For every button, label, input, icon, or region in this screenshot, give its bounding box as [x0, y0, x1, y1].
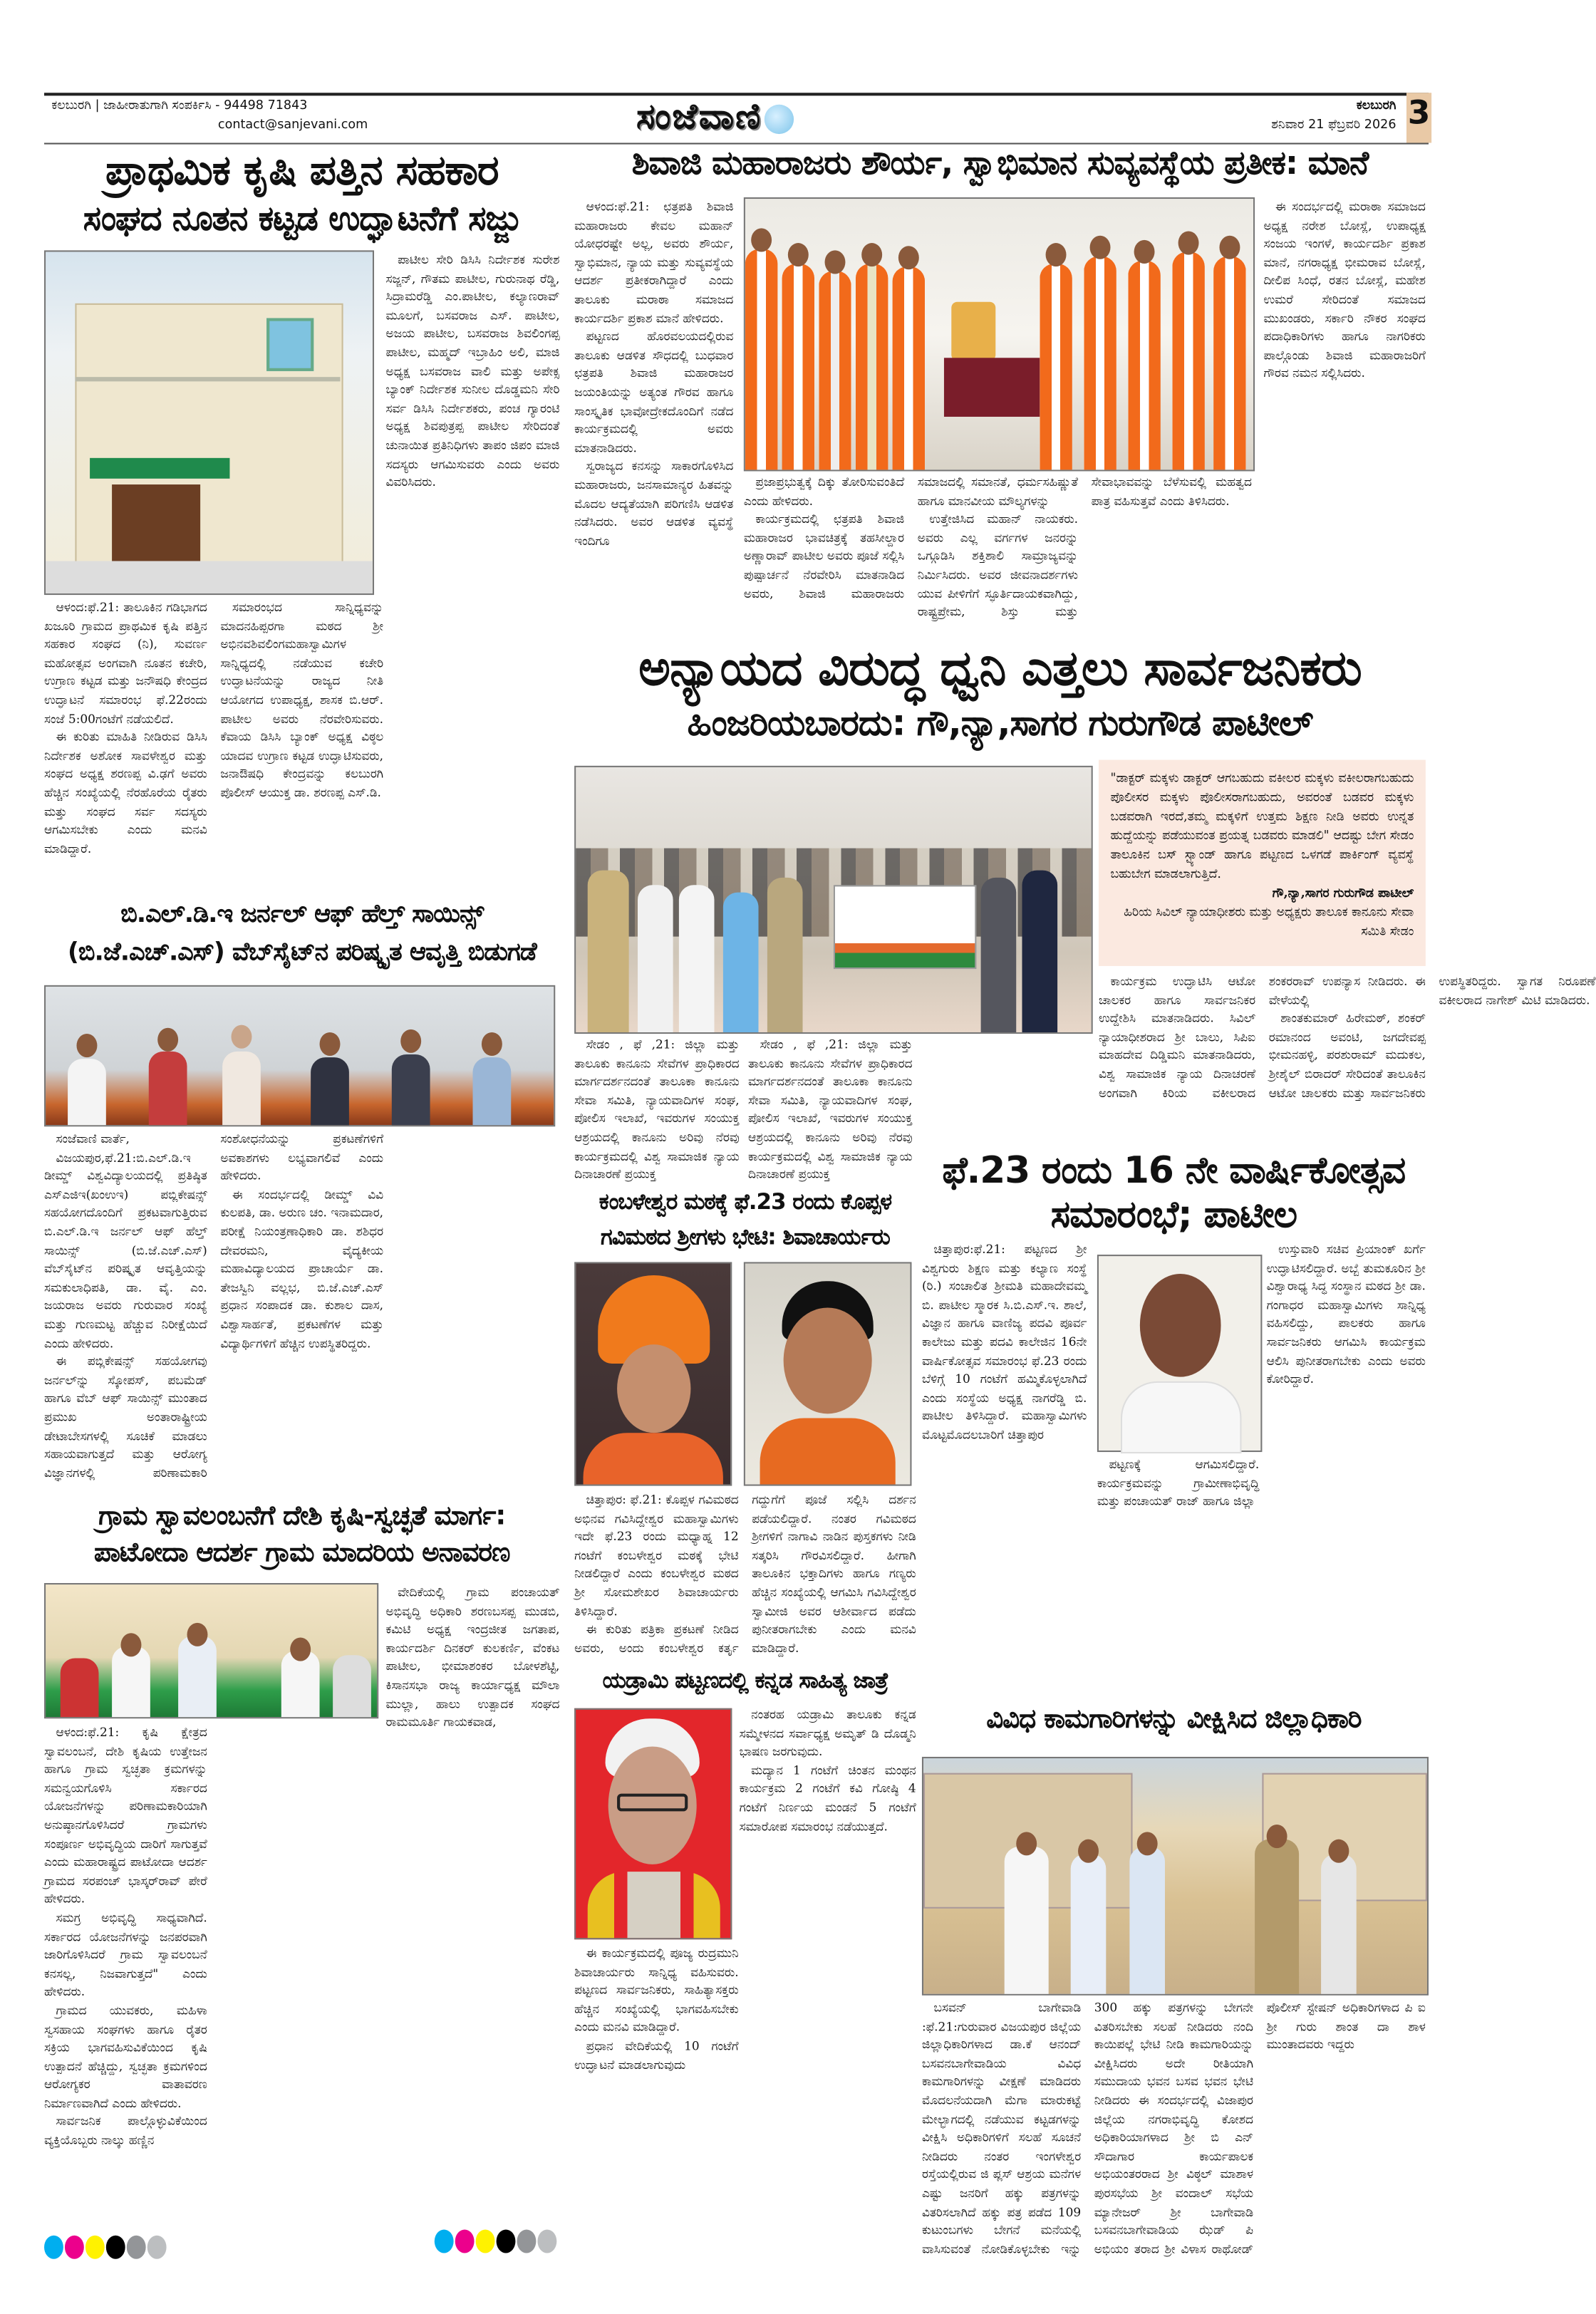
pacs-side-text: ಪಾಟೀಲ ಸೇರಿ ಡಿಸಿಸಿ ನಿರ್ದೇಶಕ ಸುರೇಶ ಸಜ್ಜನ್, ಗೌತಮ ಪಾಟೀಲ, ಗುರುನಾಥ ರೆಡ್ಡಿ, ಸಿದ್ರಾಮರೆಡ್ಡಿ ಎಂ.ಪಾಟೀಲ, ಕಲ್ಯಾಣರಾವ್ ಮೂಲಗೆ, ಬಸವರಾಜ ಎಸ್. ಪಾಟೀಲ, ಅಜಯ ಪಾಟೀಲ, ಬಸವರಾಜ ಶಿವಲಿಂಗಪ್ಪ ಪಾಟೀಲ, ಮಹ್ಮದ್ ಇಬ್ರಾಹಿಂ ಅಲಿ, ಮಾಜಿ ಅಧ್ಯಕ್ಷ ಬಸವರಾಜ ವಾಲಿ ಮತ್ತು ಅಪೇಕ್ಸ ಬ್ಯಾಂಕ್ ನಿರ್ದೇಶಕ ಸುನೀಲ ದೊಡ್ಡಮನಿ ಸೇರಿ ಸರ್ವ ಡಿಸಿಸಿ ನಿರ್ದೇಶಕರು, ಪಂಚ ಗ್ಯಾರಂಟಿ ಅಧ್ಯಕ್ಷ ಶಿವಪುತ್ರಪ್ಪ ಪಾಟೀಲ ಸೇರಿದಂತೆ ಚುನಾಯಿತ ಪ್ರತಿನಿಧಿಗಳು ತಾಪಂ ಜಿಪಂ ಮಾಜಿ ಸದಸ್ಯರು ಆಗಮಿಸುವರು ಎಂದು ಅವರು ವಿವರಿಸಿದರು.: [385, 251, 560, 489]
anniversary-left-text: ಚಿತ್ತಾಪುರ:ಫೆ.21: ಪಟ್ಟಣದ ಶ್ರೀ ವಿಶ್ವಗುರು ಶಿಕ್ಷಣ ಮತ್ತು ಕಲ್ಯಾಣ ಸಂಸ್ಥೆ (ರಿ.) ಸಂಚಾಲಿತ ಶ್ರೀಮತಿ ಮಹಾದೇವಮ್ಮ ಬಿ. ಪಾಟೀಲ ಸ್ಮಾರಕ ಸಿ.ಬಿ.ಎಸ್.ಇ. ಶಾಲೆ, ವಿಜ್ಞಾನ ಹಾಗೂ ವಾಣಿಜ್ಯ ಪದವಿ ಪೂರ್ವ ಕಾಲೇಜು ಮತ್ತು ಪದವಿ ಕಾಲೇಜಿನ 16ನೇ ವಾರ್ಷಿಕೋತ್ಸವ ಸಮಾರಂಭ ಫೆ.23 ರಂದು ಬೆಳಿಗ್ಗೆ 10 ಗಂಟೆಗೆ ಹಮ್ಮಿಕೊಳ್ಳಲಾಗಿದೆ ಎಂದು ಸಂಸ್ಥೆಯ ಅಧ್ಯಕ್ಷ ನಾಗರೆಡ್ಡಿ ಬಿ. ಪಾಟೀಲ ತಿಳಿಸಿದ್ದಾರೆ. ಮಹಾಸ್ವಾಮಿಗಳು ಮೊಟ್ಟಮೊದಲಬಾರಿಗೆ ಚಿತ್ತಾಪುರ: [921, 1241, 1087, 1442]
anyaya-rally-photo: [574, 766, 1093, 1034]
yadrami-president-portrait: [574, 1708, 732, 1940]
black-dot: [497, 2229, 516, 2253]
yadrami-side-text: ನಂತರಹ ಯಡ್ರಾಮಿ ತಾಲೂಕು ಕನ್ನಡ ಸಮ್ಮೇಳನದ ಸರ್ವಾಧ್ಯಕ್ಷ ಅಮೃತ್ ಡಿ ದೊಡ್ಮನಿ ಭಾಷಣ ಜರಗುವುದು. ಮದ್ಯಾನ 1 ಗಂಟೆಗೆ ಚಿಂತನ ಮಂಥನ ಕಾರ್ಯಕ್ರಮ 2 ಗಂಟೆಗೆ ಕವಿ ಗೋಷ್ಠಿ 4 ಗಂಟೆಗೆ ನಿರ್ಣಯ ಮಂಡನೆ 5 ಗಂಟೆಗೆ ಸಮಾರೋಪ ಸಮಾರಂಭ ನಡೆಯುತ್ತದೆ.: [739, 1706, 916, 1833]
color-registration-marks-left: [44, 2236, 168, 2265]
anyaya-headline-1: ಅನ್ಯಾಯದ ವಿರುದ್ಧ ಧ್ವನಿ ಎತ್ತಲು ಸಾರ್ವಜನಿಕರು: [638, 639, 1362, 697]
quote-author: ಗೌ,ನ್ಯಾ,ಸಾಗರ ಗುರುಗೌಡ ಪಾಟೀಲ್: [1272, 885, 1414, 900]
swamiji-portrait-2: [744, 1262, 912, 1485]
glasses: [617, 1794, 688, 1812]
yadrami-body: ಈ ಕಾರ್ಯಕ್ರಮದಲ್ಲಿ ಪೂಜ್ಯ ರುದ್ರಮುನಿ ಶಿವಾಚಾರ್ಯರು ಸಾನ್ನಿಧ್ಯ ವಹಿಸುವರು. ಪಟ್ಟಣದ ಸಾರ್ವಜನಿಕರು, ಸಾಹಿತ್ಯಾಸಕ್ತರು ಹೆಚ್ಚಿನ ಸಂಖ್ಯೆಯಲ್ಲಿ ಭಾಗವಹಿಸಬೇಕು ಎಂದು ಮನವಿ ಮಾಡಿದ್ದಾರೆ. ಪ್ರಧಾನ ವೇದಿಕೆಯಲ್ಲಿ 10 ಗಂಟೆಗೆ ಉದ್ಘಾಟನೆ ಮಾಡಲಾಗುವುದು: [574, 1945, 739, 2072]
anniversary-headline-2: ಸಮಾರಂಭೆ; ಪಾಟೀಲ: [1050, 1193, 1297, 1236]
blde-headline-2: (ಬಿ.ಜೆ.ಎಚ್.ಎಸ್) ವೆಬ್‌ಸೈಟ್‌ನ ಪರಿಷ್ಕೃತ ಆವೃತ್ತಿ ಬಿಡುಗಡೆ: [67, 938, 537, 968]
gray-dot: [127, 2236, 146, 2259]
masthead-city: ಕಲಬುರಗಿ: [1356, 98, 1396, 114]
yellow-dot: [476, 2229, 495, 2253]
blde-body: ಸಂಜೆವಾಣಿ ವಾರ್ತೆ, ವಿಜಯಪುರ,ಫೆ.21:ಬಿ.ಎಲ್.ಡಿ.ಇ ಡೀಮ್ಡ್ ವಿಶ್ವವಿದ್ಯಾಲಯದಲ್ಲಿ ಪ್ರತಿಷ್ಠಿತ ಎಸ್‌ಎಜಿಇ(ಖಂಉಇ) ಪಬ್ಲಿಕೇಷನ್ಸ್ ಸಹಯೋಗದೊಂದಿಗೆ ಪ್ರಕಟವಾಗುತ್ತಿರುವ ಬಿ.ಎಲ್.ಡಿ.ಇ ಜರ್ನಲ್ ಆಫ್ ಹೆಲ್ತ್ ಸಾಯಿನ್ಸ್ (ಬಿ.ಜೆ.ಎಚ್.ಎಸ್) ವೆಬ್‌ಸೈಟ್‌ನ ಪರಿಷ್ಕೃತ ಆವೃತ್ತಿಯನ್ನು ಸಮಕುಲಾಧಿಪತಿ, ಡಾ. ವೈ. ಎಂ. ಜಯರಾಜ ಅವರು ಗುರುವಾರ ಸಂಖ್ಯೆ ಮತ್ತು ಗುಣಮಟ್ಟ ಹೆಚ್ಚುವ ನಿರೀಕ್ಷೆಯಿದೆ ಎಂದು ಹೇಳಿದರು. ಈ ಪಬ್ಲಿಕೇಷನ್ಸ್ ಸಹಯೋಗವು ಜರ್ನಲ್‌ನ್ನು ಸ್ಕೋಪಸ್, ಪಬಮೆಡ್ ಹಾಗೂ ವೆಬ್ ಆಫ್ ಸಾಯಿನ್ಸ್ ಮುಂತಾದ ಪ್ರಮುಖ ಅಂತಾರಾಷ್ಟ್ರೀಯ ಡೇಟಾಬೇಸಗಳಲ್ಲಿ ಸೂಚಿಕೆ ಮಾಡಲು ಸಹಾಯವಾಗುತ್ತದೆ ಮತ್ತು ಆರೋಗ್ಯ ವಿಜ್ಞಾನಗಳಲ್ಲಿ ಪರಿಣಾಮಕಾರಿ ಸಂಶೋಧನೆಯನ್ನು ಪ್ರಕಟಣೆಗಳಿಗೆ ಅವಕಾಶಗಳು ಲಭ್ಯವಾಗಲಿವೆ ಎಂದು ಹೇಳಿದರು. ಈ ಸಂದರ್ಭದಲ್ಲಿ ಡೀಮ್ಡ್ ವಿವಿ ಕುಲಪತಿ, ಡಾ. ಅರುಣ ಚಂ. ಇನಾಮದಾರ, ಪರೀಕ್ಷೆ ನಿಯಂತ್ರಣಾಧಿಕಾರಿ ಡಾ. ಶಶಿಧರ ದೇವರಮನಿ, ವೈದ್ಯಕೀಯ ಮಹಾವಿದ್ಯಾಲಯದ ಪ್ರಾಚಾರ್ಯೆ ಡಾ. ತೇಜಸ್ವಿನಿ ವಲ್ಲಭ, ಬಿ.ಜೆ.ಎಚ್.ಎಸ್ ಪ್ರಧಾನ ಸಂಪಾದಕ ಡಾ. ಕುಶಾಲ ದಾಸ, ವಿಶ್ವಾಸಾರ್ಹತೆ, ಪ್ರಕಟಣೆಗಳ ಮತ್ತು ವಿದ್ಯಾರ್ಥಿಗಳಿಗೆ ಹೆಚ್ಚಿನ ಉಪಸ್ಥಿತರಿದ್ದರು.: [44, 1131, 384, 1480]
globe-icon: [765, 104, 794, 133]
masthead-ad-contact: ಕಲಬುರಗಿ | ಜಾಹೀರಾತುಗಾಗಿ ಸಂಪರ್ಕಿಸಿ - 94498 71843: [51, 98, 308, 114]
shivaji-jayanti-photo: [744, 197, 1255, 471]
kambaleshwar-body: ಚಿತ್ತಾಪುರ: ಫೆ.21: ಕೊಪ್ಪಳ ಗವಿಮಠದ ಅಭಿನವ ಗವಿಸಿದ್ದೇಶ್ವರ ಮಹಾಸ್ವಾಮಿಗಳು ಇದೇ ಫೆ.23 ರಂದು ಮಧ್ಯಾಹ್ನ 12 ಗಂಟೆಗೆ ಕಂಬಳೇಶ್ವರ ಮಠಕ್ಕೆ ಭೇಟಿ ನೀಡಲಿದ್ದಾರೆ ಎಂದು ಕಂಬಳೇಶ್ವರ ಮಠದ ಶ್ರೀ ಸೋಮಶೇಖರ ಶಿವಾಚಾರ್ಯರು ತಿಳಿಸಿದ್ದಾರೆ. ಈ ಕುರಿತು ಪತ್ರಿಕಾ ಪ್ರಕಟಣೆ ನೀಡಿದ ಅವರು, ಅಂದು ಕಂಬಳೇಶ್ವರ ಕರ್ತೃ ಗದ್ದುಗೆಗೆ ಪೂಜೆ ಸಲ್ಲಿಸಿ ದರ್ಶನ ಪಡೆಯಲಿದ್ದಾರೆ. ನಂತರ ಗವಿಮಠದ ಶ್ರೀಗಳಿಗೆ ನಾಗಾವಿ ನಾಡಿನ ಪುಸ್ತಕಗಳು ನೀಡಿ ಸತ್ಕರಿಸಿ ಗೌರವಿಸಲಿದ್ದಾರೆ. ಹೀಗಾಗಿ ತಾಲೂಕಿನ ಭಕ್ತಾದಿಗಳು ಹಾಗೂ ಗಣ್ಯರು ಹೆಚ್ಚಿನ ಸಂಖ್ಯೆಯಲ್ಲಿ ಆಗಮಿಸಿ ಗವಿಸಿದ್ದೇಶ್ವರ ಸ್ವಾಮೀಜಿ ಅವರ ಆಶೀರ್ವಾದ ಪಡೆದು ಪುನೀತರಾಗಬೇಕು ಎಂದು ಮನವಿ ಮಾಡಿದ್ದಾರೆ.: [574, 1491, 916, 1655]
masthead-bottom-rule: [44, 142, 1429, 144]
patil-portrait: [1097, 1255, 1263, 1452]
grama-headline-1: ಗ್ರಾಮ ಸ್ವಾವಲಂಬನೆಗೆ ದೇಶಿ ಕೃಷಿ-ಸ್ವಚ್ಛತೆ ಮಾರ್ಗ:: [98, 1500, 506, 1532]
pacs-body: ಆಳಂದ:ಫೆ.21: ತಾಲೂಕಿನ ಗಡಿಭಾಗದ ಖಜೂರಿ ಗ್ರಾಮದ ಪ್ರಾಥಮಿಕ ಕೃಷಿ ಪತ್ತಿನ ಸಹಕಾರ ಸಂಘದ (ನಿ), ಸುವರ್ಣ ಮಹೋತ್ಸವ ಅಂಗವಾಗಿ ನೂತನ ಕಚೇರಿ, ಉಗ್ರಾಣ ಕಟ್ಟಡ ಮತ್ತು ಜನೌಷಧಿ ಕೇಂದ್ರದ ಉದ್ಘಾಟನೆ ಸಮಾರಂಭ ಫೆ.22ರಂದು ಸಂಜೆ 5:00ಗಂಟೆಗೆ ನಡೆಯಲಿದೆ. ಈ ಕುರಿತು ಮಾಹಿತಿ ನೀಡಿರುವ ಡಿಸಿಸಿ ನಿರ್ದೇಶಕ ಅಶೋಕ ಸಾವಳೇಶ್ವರ ಮತ್ತು ಸಂಘದ ಅಧ್ಯಕ್ಷ ಶರಣಪ್ಪ ವಿ.ಢಗೆ ಅವರು ಹೆಚ್ಚಿನ ಸಂಖ್ಯೆಯಲ್ಲಿ ನೆರಹೊರೆಯ ರೈತರು ಮತ್ತು ಸಂಘದ ಸರ್ವ ಸದಸ್ಯರು ಆಗಮಿಸಬೇಕು ಎಂದು ಮನವಿ ಮಾಡಿದ್ದಾರೆ. ಸಮಾರಂಭದ ಸಾನ್ನಿಧ್ಯವನ್ನು ಮಾದನಹಿಪ್ಪರಗಾ ಮಠದ ಶ್ರೀ ಅಭಿನವಶಿವಲಿಂಗಮಹಾಸ್ವಾಮಿಗಳ ಸಾನ್ನಿಧ್ಯದಲ್ಲಿ ನಡೆಯುವ ಕಚೇರಿ ಉದ್ಘಾಟನೆಯನ್ನು ರಾಜ್ಯದ ನೀತಿ ಆಯೋಗದ ಉಪಾಧ್ಯಕ್ಷ, ಶಾಸಕ ಬಿ.ಆರ್. ಪಾಟೀಲ ಅವರು ನೆರವೇರಿಸುವರು. ಕೆವಾಯ ಡಿಸಿಸಿ ಬ್ಯಾಂಕ್ ಅಧ್ಯಕ್ಷ ವಿಠ್ಠಲ ಯಾದವ ಉಗ್ರಾಣ ಕಟ್ಟಡ ಉದ್ಘಾಟಿಸುವರು, ಜನಾಔಷಧಿ ಕೇಂದ್ರವನ್ನು ಕಲಬುರಗಿ ಪೊಲೀಸ್ ಆಯುಕ್ತ ಡಾ. ಶರಣಪ್ಪ ಎಸ್.ಡಿ.: [44, 599, 384, 856]
portrait-garland: [951, 302, 995, 361]
anyaya-quote-box: [1099, 760, 1426, 966]
pacs-headline-1: ಪ್ರಾಥಮಿಕ ಕೃಷಿ ಪತ್ತಿನ ಸಹಕಾರ: [105, 145, 499, 194]
quote-text: "ಡಾಕ್ಟರ್ ಮಕ್ಕಳು ಡಾಕ್ಟರ್ ಆಗಬಹುದು ವಕೀಲರ ಮಕ್ಕಳು ವಕೀಲರಾಗಬಹುದು ಪೊಲೀಸರ ಮಕ್ಕಳು ಪೊಲೀಸರಾಗಬಹುದು, ಅವರಂತೆ ಬಡವರ ಮಕ್ಕಳು ಬಡವರಾಗಿ ಇರದೆ,ತಮ್ಮ ಮಕ್ಕಳಿಗೆ ಉತ್ತಮ ಶಿಕ್ಷಣ ನೀಡಿ ಅವರು ಉನ್ನತ ಹುದ್ದೆಯನ್ನು ಪಡೆಯುವಂತ ಪ್ರಯತ್ನ ಬಡವರು ಮಾಡಲಿ" ಆದಷ್ಟು ಬೇಗ ಸೇಡಂ ತಾಲೂಕಿನ ಬಸ್ ಸ್ಟ್ಯಾಂಡ್ ಹಾಗೂ ಪಟ್ಟಣದ ಒಳಗಡೆ ಪಾರ್ಕಿಂಗ್ ವ್ಯವಸ್ಥೆ ಬಹುಬೇಗ ಮಾಡಲಾಗುತ್ತಿದೆ.: [1110, 770, 1414, 881]
anyaya-body-2: ಸೇಡಂ , ಫೆ ,21: ಜಿಲ್ಲಾ ಮತ್ತು ತಾಲೂಕು ಕಾನೂನು ಸೇವೆಗಳ ಪ್ರಾಧಿಕಾರದ ಮಾರ್ಗದರ್ಶನದಂತೆ ತಾಲೂಕಾ ಕಾನೂನು ಸೇವಾ ಸಮಿತಿ, ನ್ಯಾಯವಾದಿಗಳ ಸಂಘ, ಪೋಲಿಸ ಇಲಾಖೆ, ಇವರುಗಳ ಸಂಯುಕ್ತ ಆಶ್ರಯದಲ್ಲಿ ಕಾನೂನು ಅರಿವು ನೆರವು ಕಾರ್ಯಕ್ರಮದಲ್ಲಿ ವಿಶ್ವ ಸಾಮಾಜಿಕ ನ್ಯಾಯ ದಿನಾಚಾರಣೆ ಪ್ರಯುಕ್ತ: [748, 1037, 913, 1182]
page-number: 3: [1406, 93, 1431, 142]
anyaya-body-1: ಸೇಡಂ , ಫೆ ,21: ಜಿಲ್ಲಾ ಮತ್ತು ತಾಲೂಕು ಕಾನೂನು ಸೇವೆಗಳ ಪ್ರಾಧಿಕಾರದ ಮಾರ್ಗದರ್ಶನದಂತೆ ತಾಲೂಕಾ ಕಾನೂನು ಸೇವಾ ಸಮಿತಿ, ನ್ಯಾಯವಾದಿಗಳ ಸಂಘ, ಪೋಲಿಸ ಇಲಾಖೆ, ಇವರುಗಳ ಸಂಯುಕ್ತ ಆಶ್ರಯದಲ್ಲಿ ಕಾನೂನು ಅರಿವು ನೆರವು ಕಾರ್ಯಕ್ರಮದಲ್ಲಿ ವಿಶ್ವ ಸಾಮಾಜಿಕ ನ್ಯಾಯ ದಿನಾಚಾರಣೆ ಪ್ರಯುಕ್ತ: [574, 1037, 740, 1182]
kambaleshwar-headline-2: ಗವಿಮಠದ ಶ್ರೀಗಳು ಭೇಟಿ: ಶಿವಾಚಾರ್ಯರು: [601, 1223, 890, 1250]
logo-text: ಸಂಜೆವಾಣಿ: [636, 94, 762, 138]
grama-body: ಆಳಂದ:ಫೆ.21: ಕೃಷಿ ಕ್ಷೇತ್ರದ ಸ್ವಾವಲಂಬನೆ, ದೇಶಿ ಕೃಷಿಯ ಉತ್ತೇಜನ ಹಾಗೂ ಗ್ರಾಮ ಸ್ವಚ್ಛತಾ ಕ್ರಮಗಳನ್ನು ಸಮನ್ವಯಗೊಳಿಸಿ ಸರ್ಕಾರದ ಯೋಜನೆಗಳನ್ನು ಪರಿಣಾಮಕಾರಿಯಾಗಿ ಅನುಷ್ಠಾನಗೊಳಿಸಿದರೆ ಗ್ರಾಮಗಳು ಸಂಪೂರ್ಣ ಅಭಿವೃದ್ಧಿಯ ದಾರಿಗೆ ಸಾಗುತ್ತವೆ ಎಂದು ಮಹಾರಾಷ್ಟ್ರದ ಪಾಟೋದಾ ಆದರ್ಶ ಗ್ರಾಮದ ಸರಪಂಚ್ ಭಾಸ್ಕರ್‌ರಾವ್ ಪೇರೆ ಹೇಳಿದರು. ಸಮಗ್ರ ಅಭಿವೃದ್ಧಿ ಸಾಧ್ಯವಾಗಿದೆ. ಸರ್ಕಾರದ ಯೋಜನೆಗಳನ್ನು ಜನಪರವಾಗಿ ಜಾರಿಗೊಳಿಸಿದರೆ ಗ್ರಾಮ ಸ್ವಾವಲಂಬನೆ ಕನಸಲ್ಲ, ನಿಜವಾಗುತ್ತದೆ" ಎಂದು ಹೇಳಿದರು. ಗ್ರಾಮದ ಯುವಕರು, ಮಹಿಳಾ ಸ್ವಸಹಾಯ ಸಂಘಗಳು ಹಾಗೂ ರೈತರ ಸಕ್ರಿಯ ಭಾಗವಹಿಸುವಿಕೆಯಿಂದ ಕೃಷಿ ಉತ್ಪಾದನೆ ಹೆಚ್ಚಿದ್ದು, ಸ್ವಚ್ಛತಾ ಕ್ರಮಗಳಿಂದ ಆರೋಗ್ಯಕರ ವಾತಾವರಣ ನಿರ್ಮಾಣವಾಗಿದೆ ಎಂದು ಹೇಳಿದರು. ಸಾರ್ವಜನಿಕ ಪಾಲ್ಗೊಳ್ಳುವಿಕೆಯಿಂದ ವ್ಯಕ್ತಿಯೊಬ್ಬರು ನಾಲ್ಕು ಹಣ್ಣಿನ: [44, 1724, 207, 2147]
shivaji-middle-text: ಪ್ರಜಾಪ್ರಭುತ್ವಕ್ಕೆ ದಿಕ್ಕು ತೋರಿಸುವಂತಿದೆ ಎಂದು ಹೇಳಿದರು. ಕಾರ್ಯಕ್ರಮದಲ್ಲಿ ಛತ್ರಪತಿ ಶಿವಾಜಿ ಮಹಾರಾಜರ ಭಾವಚಿತ್ರಕ್ಕೆ ತಹಸೀಲ್ದಾರ ಅಣ್ಣಾರಾವ್ ಪಾಟೀಲ ಅವರು ಪೂಜೆ ಸಲ್ಲಿಸಿ ಪುಷ್ಪಾರ್ಚನೆ ನೆರವೇರಿಸಿ ಮಾತನಾಡಿದ ಅವರು, ಶಿವಾಜಿ ಮಹಾರಾಜರು ಸಮಾಜದಲ್ಲಿ ಸಮಾನತೆ, ಧರ್ಮಸಹಿಷ್ಣುತೆ ಹಾಗೂ ಮಾನವೀಯ ಮೌಲ್ಯಗಳನ್ನು ಉತ್ತೇಜಿಸಿದ ಮಹಾನ್ ನಾಯಕರು. ಅವರು ಎಲ್ಲ ವರ್ಗಗಳ ಜನರನ್ನು ಒಗ್ಗೂಡಿಸಿ ಶಕ್ತಿಶಾಲಿ ಸಾಮ್ರಾಜ್ಯವನ್ನು ನಿರ್ಮಿಸಿದರು. ಅವರ ಜೀವನಾದರ್ಶಗಳು ಯುವ ಪೀಳಿಗೆಗೆ ಸ್ಫೂರ್ತಿದಾಯಕವಾಗಿದ್ದು, ರಾಷ್ಟ್ರಪ್ರೇಮ, ಶಿಸ್ತು ಮತ್ತು ಸೇವಾಭಾವವನ್ನು ಬೆಳೆಸುವಲ್ಲಿ ಮಹತ್ವದ ಪಾತ್ರ ವಹಿಸುತ್ತವೆ ಎಂದು ತಿಳಿಸಿದರು.: [743, 474, 1252, 619]
black-dot: [106, 2236, 125, 2259]
anniversary-headline-1: ಫೆ.23 ರಂದು 16 ನೇ ವಾರ್ಷಿಕೋತ್ಸವ: [942, 1148, 1406, 1192]
anniversary-right-text: ಉಸ್ತುವಾರಿ ಸಚಿವ ಪ್ರಿಯಾಂಕ್ ಖರ್ಗೆ ಉದ್ಘಾಟಿಸಲಿದ್ದಾರೆ. ಅಬ್ಬೆ ತುಮಕೂರಿನ ಶ್ರೀ ವಿಶ್ವಾರಾಧ್ಯ ಸಿದ್ಧ ಸಂಸ್ಥಾನ ಮಠದ ಶ್ರೀ ಡಾ. ಗಂಗಾಧರ ಮಹಾಸ್ವಾಮಿಗಳು ಸಾನ್ನಿಧ್ಯ ವಹಿಸಲಿದ್ದು, ಪಾಲಕರು ಹಾಗೂ ಸಾರ್ವಜನಿಕರು ಆಗಮಿಸಿ ಕಾರ್ಯಕ್ರಮ ಆಲಿಸಿ ಪುನೀತರಾಗಬೇಕು ಎಂದು ಅವರು ಕೋರಿದ್ದಾರೆ.: [1266, 1241, 1426, 1386]
cyan-dot: [435, 2229, 454, 2253]
newspaper-logo: [636, 94, 797, 137]
anyaya-headline-2: ಹಿಂಜರಿಯಬಾರದು: ಗೌ,ನ್ಯಾ,ಸಾಗರ ಗುರುಗೌಡ ಪಾಟೀಲ್: [687, 702, 1313, 744]
grama-event-photo: [44, 1583, 378, 1718]
pacs-building-photo: [44, 250, 374, 595]
grama-headline-2: ಪಾಟೋದಾ ಆದರ್ಶ ಗ್ರಾಮ ಮಾದರಿಯ ಅನಾವರಣ: [93, 1537, 510, 1569]
masthead-date: ಶನಿವಾರ 21 ಫೆಬ್ರವರಿ 2026: [1271, 118, 1396, 133]
district-collector-inspection-photo: [922, 1757, 1429, 1996]
kambaleshwar-headline-1: ಕಂಬಳೇಶ್ವರ ಮಠಕ್ಕೆ ಫೆ.23 ರಂದು ಕೊಪ್ಪಳ: [598, 1188, 892, 1215]
vividha-body: ಬಸವನ್ ಬಾಗೇವಾಡಿ :ಫೆ.21:ಗುರುವಾರ ವಿಜಯಪುರ ಜಿಲ್ಲೆಯ ಜಿಲ್ಲಾಧಿಕಾರಿಗಳಾದ ಡಾ.ಕೆ ಆನಂದ್ ಬಸವನಬಾಗೇವಾಡಿಯ ವಿವಿಧ ಕಾಮಗಾರಿಗಳನ್ನು ವೀಕ್ಷಣೆ ಮಾಡಿದರು ಮೊದಲನೆಯದಾಗಿ ಮೆಗಾ ಮಾರುಕಟ್ಟೆ ಮೇಲ್ಭಾಗದಲ್ಲಿ ನಡೆಯುವ ಕಟ್ಟಡಗಳನ್ನು ವೀಕ್ಷಿಸಿ ಅಧಿಕಾರಿಗಳಿಗೆ ಸಲಹೆ ಸೂಚನೆ ನೀಡಿದರು ನಂತರ ಇಂಗಳೇಶ್ವರ ರಸ್ತೆಯಲ್ಲಿರುವ ಜಿ ಪ್ಲಸ್ ಆಶ್ರಯ ಮನೆಗಳ ಎಷ್ಟು ಜನರಿಗೆ ಹಕ್ಕು ಪತ್ರಗಳನ್ನು ವಿತರಿಸಲಾಗಿದೆ ಹಕ್ಕು ಪತ್ರ ಪಡೆದ 109 ಕುಟುಂಬಗಳು ಬೇಗನೆ ಮನೆಯಲ್ಲಿ ವಾಸಿಸುವಂತೆ ನೋಡಿಕೊಳ್ಳಬೇಕು ಇನ್ನು 300 ಹಕ್ಕು ಪತ್ರಗಳನ್ನು ಬೇಗನೇ ವಿತರಿಸಬೇಕು ಸಲಹೆ ನೀಡಿದರು ನಂದಿ ಕಾಯಿಪಲ್ಲೆ ಭೇಟಿ ನೀಡಿ ಕಾಮಗಾರಿಯನ್ನು ವೀಕ್ಷಿಸಿದರು ಅದೇ ರೀತಿಯಾಗಿ ಸಮುದಾಯ ಭವನ ಬಸವ ಭವನ ಭೇಟಿ ನೀಡಿದರು ಈ ಸಂದರ್ಭದಲ್ಲಿ ವಿಜಾಪುರ ಜಿಲ್ಲೆಯ ನಗರಾಭಿವೃದ್ಧಿ ಕೋಶದ ಅಧಿಕಾರಿಯಾಗಳಾದ ಶ್ರೀ ಬಿ ಎನ್ ಸೌದಾಗಾರ ಕಾರ್ಯಪಾಲಕ ಅಭಿಯಂತರರಾದ ಶ್ರೀ ವಿಠ್ಠಲ್ ಮಾಶಾಳ ಪುರಸಭೆಯ ಶ್ರೀ ವಂದಾಲ್ ಸಭೆಯ ಮ್ಯಾನೇಜರ್ ಶ್ರೀ ಬಾಗೇವಾಡಿ ಬಸವನಬಾಗೇವಾಡಿಯ ಝೆಡ್ ಪಿ ಅಭಿಯಂ ತರಾದ ಶ್ರೀ ವಿಳಾಸ ರಾಥೋಡ್ ಪೊಲೀಸ್ ಸ್ಟೇಷನ್ ಅಧಿಕಾರಿಗಳಾದ ಪಿ ಐ ಶ್ರೀ ಗುರು ಶಾಂತ ದಾ ಶಾಳ ಮುಂತಾದವರು ಇದ್ದರು: [921, 1999, 1426, 2256]
quote-author-role: ಹಿರಿಯ ಸಿವಿಲ್ ನ್ಯಾಯಾಧೀಶರು ಮತ್ತು ಅಧ್ಯಕ್ಷರು ತಾಲೂಕ ಕಾನೂನು ಸೇವಾ ಸಮಿತಿ ಸೇಡಂ: [1124, 904, 1414, 938]
yadrami-headline: ಯಡ್ರಾಮಿ ಪಟ್ಟಣದಲ್ಲಿ ಕನ್ನಡ ಸಾಹಿತ್ಯ ಜಾತ್ರೆ: [602, 1666, 888, 1694]
light-gray-dot: [537, 2229, 556, 2253]
banner: [834, 885, 976, 969]
anniversary-under-photo-text: ಪಟ್ಟಣಕ್ಕೆ ಆಗಮಿಸಲಿದ್ದಾರೆ. ಕಾರ್ಯಕ್ರಮವನ್ನು ಗ್ರಾಮೀಣಾಭಿವೃದ್ಧಿ ಮತ್ತು ಪಂಚಾಯತ್ ರಾಜ್ ಹಾಗೂ ಜಿಲ್ಲಾ: [1097, 1456, 1260, 1508]
yellow-dot: [86, 2236, 105, 2259]
pacs-headline-2: ಸಂಘದ ನೂತನ ಕಟ್ಟಡ ಉದ್ಘಾಟನೆಗೆ ಸಜ್ಜು: [83, 200, 521, 239]
grama-side-text: ವೇದಿಕೆಯಲ್ಲಿ ಗ್ರಾಮ ಪಂಚಾಯತ್ ಅಭಿವೃದ್ಧಿ ಅಧಿಕಾರಿ ಶರಣಬಸಪ್ಪ ಮುಡಬಿ, ಕಮಿಟಿ ಅಧ್ಯಕ್ಷ ಇಂದ್ರಜೀತ ಜಗತಾಪ, ಕಾರ್ಯದರ್ಶಿ ದಿನಕರ್ ಕುಲಕರ್ಣಿ, ವೆಂಕಟ ಪಾಟೀಲ, ಭೀಮಾಶಂಕರ ಬೋಳಶೆಟ್ಟಿ, ಕಿಸಾನಸಭಾ ರಾಜ್ಯ ಕಾರ್ಯಾಧ್ಯಕ್ಷ ಮೌಲಾ ಮುಲ್ಲಾ, ಹಾಲು ಉತ್ಪಾದಕ ಸಂಘದ ರಾಮಮೂರ್ತಿ ಗಾಯಕವಾಡ,: [385, 1584, 560, 1729]
light-gray-dot: [147, 2236, 167, 2259]
masthead-email[interactable]: contact@sanjevani.com: [217, 118, 368, 133]
swamiji-portrait-1: [574, 1262, 732, 1485]
blde-headline-1: ಬಿ.ಎಲ್.ಡಿ.ಇ ಜರ್ನಲ್ ಆಫ್ ಹೆಲ್ತ್ ಸಾಯಿನ್ಸ್: [120, 899, 484, 930]
shivaji-left-text: ಆಳಂದ:ಫೆ.21: ಛತ್ರಪತಿ ಶಿವಾಜಿ ಮಹಾರಾಜರು ಕೇವಲ ಮಹಾನ್ ಯೋಧರಷ್ಟೇ ಅಲ್ಲ, ಅವರು ಶೌರ್ಯ, ಸ್ವಾಭಿಮಾನ, ನ್ಯಾಯ ಮತ್ತು ಸುವ್ಯವಸ್ಥೆಯ ಆದರ್ಶ ಪ್ರತೀಕರಾಗಿದ್ದಾರೆ ಎಂದು ತಾಲೂಕು ಮರಾಠಾ ಸಮಾಜದ ಕಾರ್ಯದರ್ಶಿ ಪ್ರಕಾಶ ಮಾನೆ ಹೇಳಿದರು. ಪಟ್ಟಣದ ಹೊರವಲಯದಲ್ಲಿರುವ ತಾಲೂಕು ಆಡಳಿತ ಸೌಧದಲ್ಲಿ ಬುಧವಾರ ಛತ್ರಪತಿ ಶಿವಾಜಿ ಮಹಾರಾಜರ ಜಯಂತಿಯನ್ನು ಅತ್ಯಂತ ಗೌರವ ಹಾಗೂ ಸಾಂಸ್ಕೃತಿಕ ಭಾವೋದ್ರೇಕದೊಂದಿಗೆ ನಡೆದ ಕಾರ್ಯಕ್ರಮದಲ್ಲಿ ಅವರು ಮಾತನಾಡಿದರು. ಸ್ವರಾಜ್ಯದ ಕನಸನ್ನು ಸಾಕಾರಗೊಳಿಸಿದ ಮಹಾರಾಜರು, ಜನಸಾಮಾನ್ಯರ ಹಿತವನ್ನು ಮೊದಲ ಆದ್ಯತೆಯಾಗಿ ಪರಿಗಣಿಸಿ ಆಡಳಿತ ನಡೆಸಿದರು. ಅವರ ಆಡಳಿತ ವ್ಯವಸ್ಥೆ ಇಂದಿಗೂ: [574, 199, 734, 548]
shivaji-right-text: ಈ ಸಂದರ್ಭದಲ್ಲಿ ಮರಾಠಾ ಸಮಾಜದ ಅಧ್ಯಕ್ಷ ನರೇಶ ಬೋಸ್ಲೆ, ಉಪಾಧ್ಯಕ್ಷ ಸಂಜಯ ಇಂಗಳೆ, ಕಾರ್ಯದರ್ಶಿ ಪ್ರಕಾಶ ಮಾನೆ, ನಗರಾಧ್ಯಕ್ಷ ಭೀಮರಾವ ಬೋಸ್ಲೆ, ದೀಲಿಪ ಸಿಂಧೆ, ರತನ ಬೋಸ್ಲೆ, ಮಹೇಶ ಉಮರೆ ಸೇರಿದಂತೆ ಸಮಾಜದ ಮುಖಂಡರು, ಸರ್ಕಾರಿ ನೌಕರ ಸಂಘದ ಪದಾಧಿಕಾರಿಗಳು ಹಾಗೂ ನಾಗರಿಕರು ಪಾಲ್ಗೊಂಡು ಶಿವಾಜಿ ಮಹಾರಾಜರಿಗೆ ಗೌರವ ನಮನ ಸಲ್ಲಿಸಿದರು.: [1263, 199, 1426, 380]
magenta-dot: [65, 2236, 84, 2259]
anyaya-body-3: ಕಾರ್ಯಕ್ರಮ ಉದ್ಘಾಟಿಸಿ ಆಟೋ ಚಾಲಕರ ಹಾಗೂ ಸಾರ್ವಜನಿಕರ ಉದ್ದೇಶಿಸಿ ಮಾತನಾಡಿದರು. ಸಿವಿಲ್ ನ್ಯಾಯಾಧೀಶರಾದ ಶ್ರೀ ಬಾಲು, ಸಿಪಿಐ ಮಾಹದೇವ ದಿಡ್ಡಿಮನಿ ಮಾತನಾಡಿದರು, ವಿಶ್ವ ಸಾಮಾಜಿಕ ನ್ಯಾಯ ದಿನಾಚರಣೆ ಅಂಗವಾಗಿ ಕಿರಿಯ ವಕೀಲರಾದ ಶಂಕರರಾವ್ ಉಪನ್ಯಾಸ ನೀಡಿದರು. ಈ ವೇಳೆಯಲ್ಲಿ ಶಾಂತಕುಮಾರ್ ಹಿರೇಮಠ್, ಶಂಕರ್ ರಮಾನಂದ ಅವಂಟಿ, ಜಗದೇವಪ್ಪ ಭೀಮನಹಳ್ಳಿ, ಪರಶುರಾಮ್ ಮದುಕಲ, ಶ್ರೀಶೈಲ್ ಬಿರಾದರ್ ಸೇರಿದಂತೆ ತಾಲೂಕಿನ ಆಟೋ ಚಾಲಕರು ಮತ್ತು ಸಾರ್ವಜನಿಕರು ಉಪಸ್ಥಿತರಿದ್ದರು. ಸ್ವಾಗತ ನಿರೂಪಣೆ ವಕೀಲರಾದ ನಾಗೇಶ್ ಮಿಟಿ ಮಾಡಿದರು.: [1098, 973, 1596, 1100]
blde-event-photo: [44, 985, 555, 1126]
cyan-dot: [44, 2236, 63, 2259]
gray-dot: [517, 2229, 537, 2253]
vividha-headline: ವಿವಿಧ ಕಾಮಗಾರಿಗಳನ್ನು ವೀಕ್ಷಿಸಿದ ಜಿಲ್ಲಾಧಿಕಾರಿ: [986, 1703, 1362, 1735]
shivaji-headline: ಶಿವಾಜಿ ಮಹಾರಾಜರು ಶೌರ್ಯ, ಸ್ವಾಭಿಮಾನ ಸುವ್ಯವಸ್ಥೆಯ ಪ್ರತೀಕ: ಮಾನೆ: [631, 145, 1369, 183]
color-registration-marks-right: [435, 2229, 559, 2258]
magenta-dot: [455, 2229, 475, 2253]
